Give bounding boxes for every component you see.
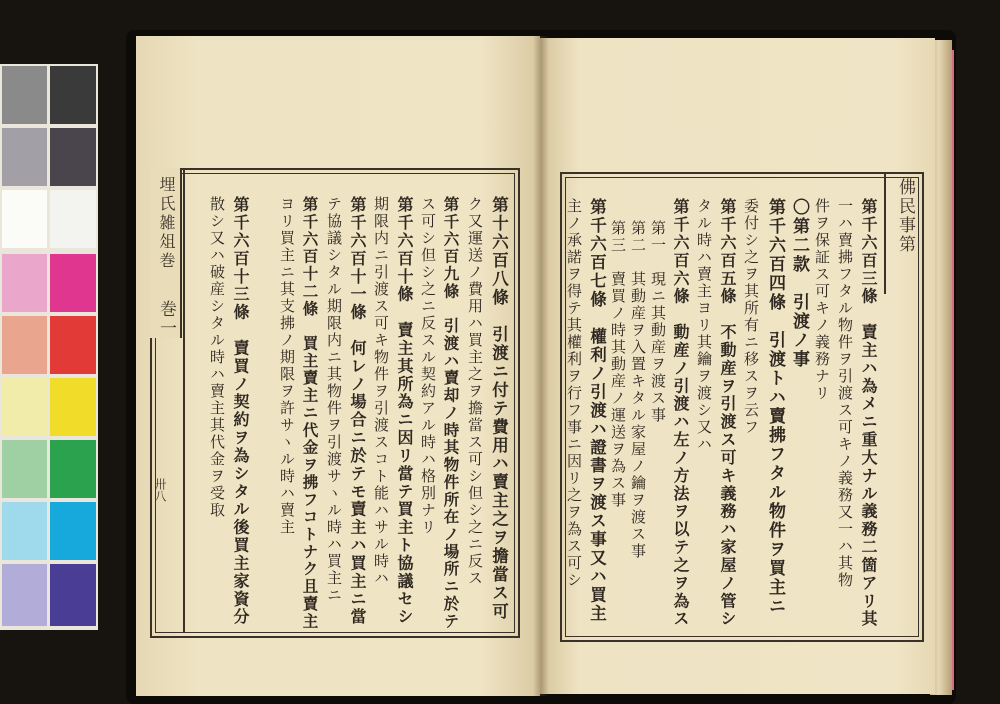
color-patch [2,190,47,248]
text-column: 一ハ賣拂フタル物件ヲ引渡ス可キノ義務又一ハ其物 [836,198,854,589]
book-title: 埋氏雑俎巻 [157,176,176,271]
color-patch [2,254,47,312]
text-column: 第千六百五條 不動産ヲ引渡ス可キ義務ハ家屋ノ管シ [718,198,737,629]
color-patch [50,128,96,186]
color-patch [50,564,96,626]
text-column: 委付シ之ヲ其所有ニ移スヲ云フ [742,198,760,436]
text-column: 主ノ承諾ヲ得テ其權利ヲ行フ事ニ因リ之ヲ為ス可シ [565,198,583,589]
color-patch [2,66,47,124]
color-patch [2,502,47,560]
book-gutter [533,36,549,696]
text-column: 第千六百十二條 買主賣主ニ代金ヲ拂フコトナク且賣主 [300,196,320,630]
text-column: 第千六百十一條 何レノ場合ニ於テモ賣主ハ買主ニ當 [348,196,367,627]
text-column: タル時ハ賣主ヨリ其鑰ヲ渡シ又ハ [695,198,713,453]
text-column: 第千六百十三條 賣買ノ契約ヲ為シタル後買主家資分 [231,196,250,627]
color-patch [2,378,47,436]
text-column: 第十六百八條 引渡ニ付テ費用ハ賣主之ヲ擔當ス可 [489,196,509,622]
text-column: ヨリ買主ニ其支拂ノ期限ヲ許サヽル時ハ賣主 [278,196,296,536]
text-column: 件ヲ保証ス可キノ義務ナリ [813,198,831,402]
text-column: 期限内ニ引渡ス可キ物件ヲ引渡スコト能ハサル時ハ [372,196,390,587]
text-column: 第千六百三條 賣主ハ為メニ重大ナル義務二箇アリ其 [859,198,878,629]
text-column: 第千六百七條 權利ノ引渡ハ證書ヲ渡ス事又ハ買主 [587,198,607,624]
color-patch [2,316,47,374]
color-patch [50,254,96,312]
color-patch [50,316,96,374]
text-column: 第千六百六條 動産ノ引渡ハ左ノ方法ヲ以テ之ヲ為ス [671,198,690,629]
text-column: 散シ又ハ破産シタル時ハ賣主其代金ヲ受取 [208,196,226,519]
book-title: 佛民事第 [895,178,915,254]
color-patch [50,66,96,124]
color-patch [50,190,96,248]
left-header-rule [183,170,185,632]
text-column: ス可シ但シ之ニ反スル契約アル時ハ格別ナリ [419,196,437,536]
text-column: 第千六百四條 引渡トハ賣拂フタル物件ヲ買主ニ [765,198,785,616]
color-patch [2,128,47,186]
color-patch [2,564,47,626]
color-patch [50,502,96,560]
text-column: ク又運送ノ費用ハ買主之ヲ擔當ス可シ但シ之ニ反ス [466,196,484,587]
color-patch [50,378,96,436]
text-column: テ協議シタル期限内ニ其物件ヲ引渡サヽル時ハ買主ニ [325,196,343,604]
color-patch [2,440,47,498]
text-column: 〇第二款 引渡ノ事 [789,198,809,369]
text-column: 第二 其動産ヲ入置キタル家屋ノ鑰ヲ渡ス事 [629,220,647,560]
color-checker-card [0,64,98,630]
text-column: 第千六百九條 引渡ハ賣却ノ時其物件所在ノ場所ニ於テ [441,196,461,630]
color-patch [50,440,96,498]
volume-label: 巻一 [156,300,176,338]
text-column: 第千六百十條 賣主其所為ニ因リ當テ買主ト協議セシ [395,196,414,627]
page-number: 卅八 [153,478,167,502]
right-margin-header [886,172,920,292]
text-column: 第三 賣買ノ時其動産ノ運送ヲ為ス事 [609,220,627,509]
text-column: 第一 現ニ其動産ヲ渡ス事 [649,220,667,424]
